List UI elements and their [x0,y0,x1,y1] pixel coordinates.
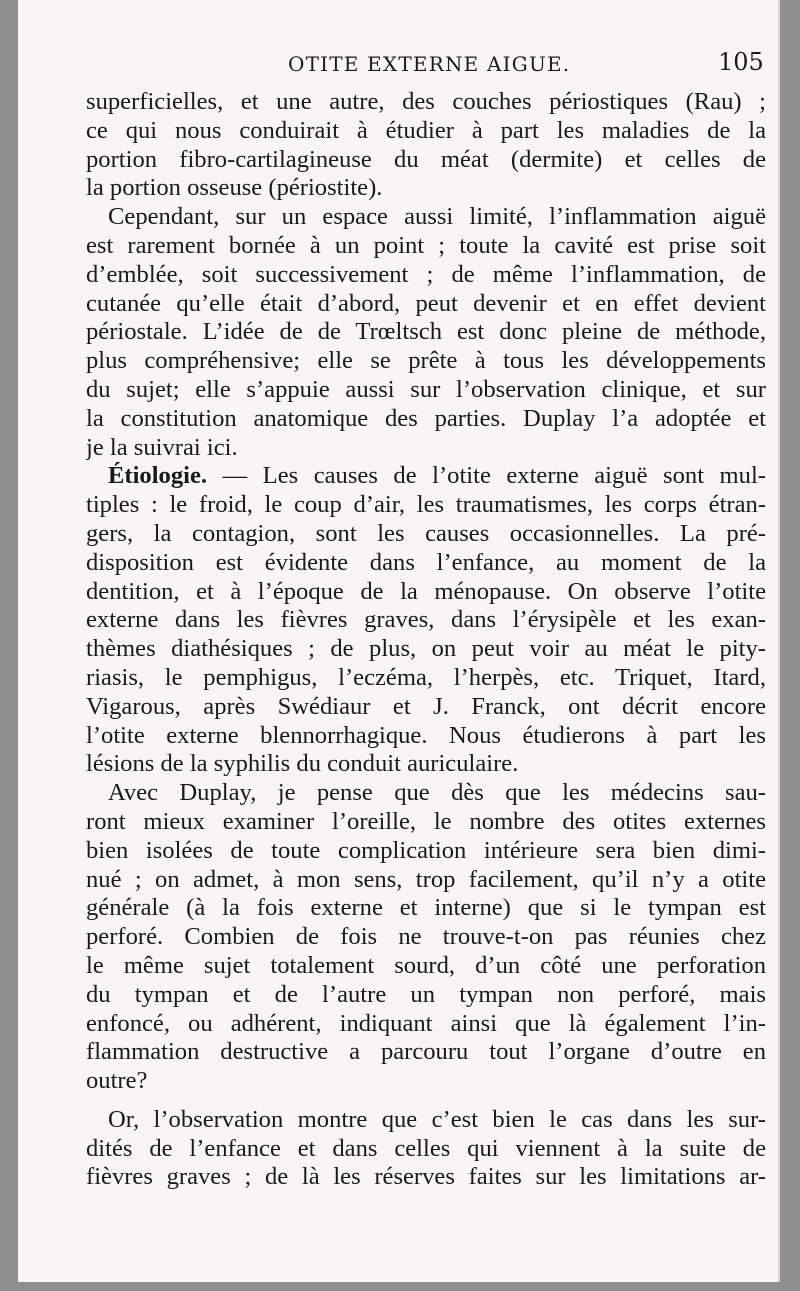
text-line: cutanée qu’elle était d’abord, peut devenir et en effet devient [86,289,766,317]
text-line: je la suivrai ici. [86,433,238,461]
text-line: tiples : le froid, le coup d’air, les traumatismes, les corps étran- [86,491,766,519]
text-line: périostale. L’idée de de Trœltsch est donc pleine de méthode, [86,318,766,346]
text-line: d’emblée, soit successivement ; de même l’inflammation, de [86,260,766,288]
text-line: fièvres graves ; de là les réserves faites sur les limitations ar- [86,1163,766,1191]
text-line: externe dans les fièvres graves, dans l’érysipèle et les exan- [86,606,766,634]
page-number: 105 [718,48,764,76]
text-line: dentition, et à l’époque de la ménopause. On observe l’otite [86,577,766,605]
text-line: riasis, le pemphigus, l’eczéma, l’herpès, etc. Triquet, Itard, [86,663,766,691]
text-line: du tympan et de l’autre un tympan non perforé, mais [86,980,766,1008]
text-line: disposition est évidente dans l’enfance, au moment de la [86,548,766,576]
section-heading: Étiologie. [108,462,208,490]
text-line: ce qui nous conduirait à étudier à part les maladies de la [86,116,766,144]
text-line: la constitution anatomique des parties. Duplay l’a adoptée et [86,404,766,432]
text-line: enfoncé, ou adhérent, indiquant ainsi que là également l’in- [86,1009,766,1037]
text-line: Avec Duplay, je pense que dès que les médecins sau- [108,779,766,807]
text-line: lésions de la syphilis du conduit auriculaire. [86,750,519,778]
text-line: ront mieux examiner l’oreille, le nombre des otites externes [86,807,766,835]
text-line: dités de l’enfance et dans celles qui viennent à la suite de [86,1134,766,1162]
text-line: thèmes diathésiques ; de plus, on peut voir au méat le pity- [86,635,766,663]
text-line: l’otite externe blennorrhagique. Nous étudierons à part les [86,721,766,749]
text-line: nué ; on admet, à mon sens, trop facilement, qu’il n’y a otite [86,865,766,893]
text-line: Or, l’observation montre que c’est bien le cas dans les sur- [108,1105,766,1133]
running-title: OTITE EXTERNE AIGUE. [288,52,571,76]
text-line: générale (à la fois externe et interne) que si le tympan est [86,894,766,922]
book-page [18,0,778,1282]
text-span: — Les causes de l’otite externe aiguë sont mul- [207,462,766,490]
text-line: portion fibro-cartilagineuse du méat (dermite) et celles de [86,145,766,173]
text-line: plus compréhensive; elle se prête à tous les développements [86,347,766,375]
text-line: la portion osseuse (périostite). [86,174,383,202]
text-line [86,462,766,491]
text-line: du sujet; elle s’appuie aussi sur l’observation clinique, et sur [86,375,766,403]
text-line: bien isolées de toute complication intérieure sera bien dimi- [86,836,766,864]
text-line: outre? [86,1067,148,1095]
text-line: superficielles, et une autre, des couches périostiques (Rau) ; [86,88,766,115]
page-header [18,48,778,80]
text-line: le même sujet totalement sourd, d’un côté une perforation [86,951,766,979]
text-line: flammation destructive a parcouru tout l’organe d’outre en [86,1038,766,1066]
text-line: Vigarous, après Swédiaur et J. Franck, ont décrit encore [86,692,766,720]
body-text [86,88,766,1192]
text-line: perforé. Combien de fois ne trouve-t-on pas réunies chez [86,923,766,951]
text-line: gers, la contagion, sont les causes occasionnelles. La pré- [86,519,766,547]
text-line: est rarement bornée à un point ; toute la cavité est prise soit [86,231,766,259]
text-line: Cependant, sur un espace aussi limité, l’inflammation aiguë [108,203,766,231]
